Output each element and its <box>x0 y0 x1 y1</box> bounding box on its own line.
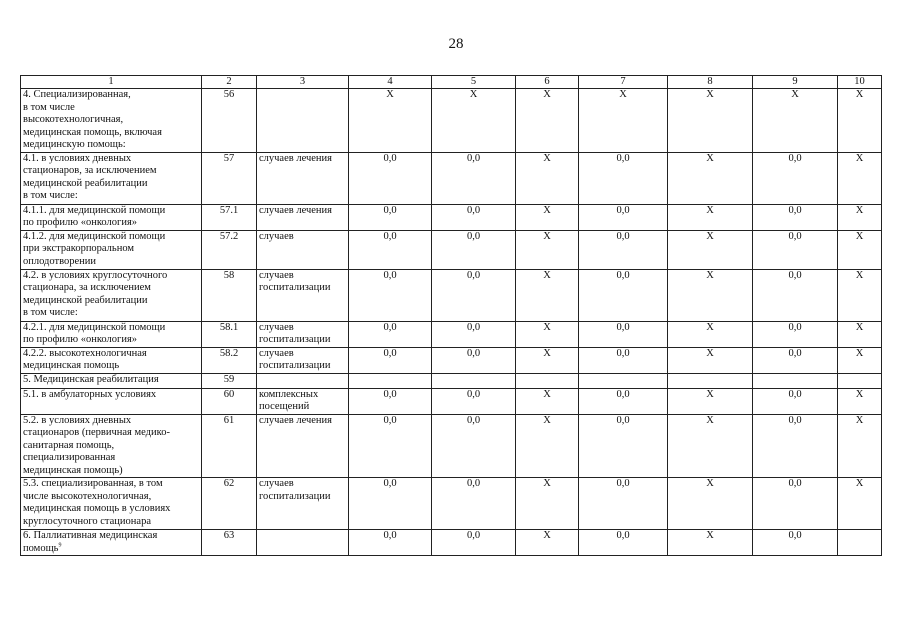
row-value: 0,0 <box>349 414 432 478</box>
table-row <box>21 373 882 388</box>
row-value: 0,0 <box>432 152 516 204</box>
row-name: 5.2. в условиях дневных стационаров (первичная медико- санитарная помощь, специализированная медицинская помощь) <box>21 414 202 478</box>
table-row <box>21 269 882 321</box>
row-code: 62 <box>202 478 257 530</box>
row-value: X <box>668 478 753 530</box>
row-value: X <box>838 478 882 530</box>
column-header: 3 <box>257 76 349 89</box>
column-header: 9 <box>753 76 838 89</box>
row-value: 0,0 <box>349 321 432 347</box>
row-value: X <box>668 89 753 153</box>
row-code: 60 <box>202 388 257 414</box>
row-unit: случаев госпитализации <box>257 478 349 530</box>
row-value: X <box>838 89 882 153</box>
row-name: 4.2.1. для медицинской помощи по профилю «онкология» <box>21 321 202 347</box>
row-value: 0,0 <box>579 321 668 347</box>
column-header: 1 <box>21 76 202 89</box>
row-value <box>838 373 882 388</box>
row-code: 63 <box>202 530 257 556</box>
row-value: 0,0 <box>753 152 838 204</box>
row-value: 0,0 <box>753 269 838 321</box>
page-number: 28 <box>448 36 464 52</box>
row-name: 4.1. в условиях дневных стационаров, за исключением медицинской реабилитации в том числе: <box>21 152 202 204</box>
row-value: X <box>668 414 753 478</box>
row-value: X <box>516 269 579 321</box>
row-name: 4.2. в условиях круглосуточного стационара, за исключением медицинской реабилитации в том числе: <box>21 269 202 321</box>
row-value: 0,0 <box>579 414 668 478</box>
table-row <box>21 230 882 269</box>
table-row <box>21 204 882 230</box>
row-value: 0,0 <box>432 230 516 269</box>
row-unit: случаев лечения <box>257 204 349 230</box>
row-value: 0,0 <box>753 414 838 478</box>
row-value: X <box>668 530 753 556</box>
row-value: 0,0 <box>349 347 432 373</box>
row-unit: случаев госпитализации <box>257 321 349 347</box>
row-value <box>579 373 668 388</box>
row-value: X <box>838 388 882 414</box>
row-code: 58 <box>202 269 257 321</box>
row-value: 0,0 <box>579 230 668 269</box>
row-name: 5. Медицинская реабилитация <box>21 373 202 388</box>
column-header: 10 <box>838 76 882 89</box>
row-value: 0,0 <box>349 269 432 321</box>
row-value: X <box>668 347 753 373</box>
row-value: X <box>838 269 882 321</box>
row-name: 5.1. в амбулаторных условиях <box>21 388 202 414</box>
row-value: X <box>516 89 579 153</box>
row-value: 0,0 <box>753 388 838 414</box>
row-value <box>668 373 753 388</box>
table-row <box>21 530 882 556</box>
row-value: X <box>432 89 516 153</box>
table-row <box>21 89 882 153</box>
row-value: X <box>516 347 579 373</box>
row-value: 0,0 <box>579 530 668 556</box>
row-value: 0,0 <box>579 347 668 373</box>
row-value: X <box>838 152 882 204</box>
column-header: 5 <box>432 76 516 89</box>
row-value: X <box>516 152 579 204</box>
row-value: X <box>579 89 668 153</box>
row-unit: комплексных посещений <box>257 388 349 414</box>
row-value: X <box>516 478 579 530</box>
row-value: 0,0 <box>432 388 516 414</box>
row-value: 0,0 <box>349 530 432 556</box>
row-value: 0,0 <box>579 388 668 414</box>
row-name: 4.1.2. для медицинской помощи при экстракорпоральном оплодотворении <box>21 230 202 269</box>
column-header: 6 <box>516 76 579 89</box>
row-value: X <box>516 530 579 556</box>
header-row <box>21 76 882 89</box>
row-code: 59 <box>202 373 257 388</box>
row-value <box>753 373 838 388</box>
table-body <box>21 76 882 556</box>
row-value: 0,0 <box>432 321 516 347</box>
row-value: 0,0 <box>432 478 516 530</box>
row-code: 58.1 <box>202 321 257 347</box>
table-row <box>21 478 882 530</box>
row-value: 0,0 <box>753 321 838 347</box>
row-value: 0,0 <box>753 530 838 556</box>
row-value: X <box>668 204 753 230</box>
column-header: 7 <box>579 76 668 89</box>
row-unit <box>257 89 349 153</box>
row-value <box>432 373 516 388</box>
row-value: X <box>668 321 753 347</box>
row-value: X <box>838 204 882 230</box>
table-row <box>21 347 882 373</box>
row-value: 0,0 <box>349 204 432 230</box>
table-row <box>21 152 882 204</box>
row-unit: случаев <box>257 230 349 269</box>
row-code: 57 <box>202 152 257 204</box>
row-unit: случаев лечения <box>257 152 349 204</box>
row-value: X <box>516 414 579 478</box>
row-value: 0,0 <box>579 478 668 530</box>
row-code: 56 <box>202 89 257 153</box>
column-header: 2 <box>202 76 257 89</box>
row-value: X <box>516 388 579 414</box>
row-value: X <box>516 230 579 269</box>
row-value: X <box>668 230 753 269</box>
row-value: 0,0 <box>349 152 432 204</box>
row-unit: случаев лечения <box>257 414 349 478</box>
table-row <box>21 321 882 347</box>
column-header: 8 <box>668 76 753 89</box>
row-value: 0,0 <box>432 204 516 230</box>
row-value: 0,0 <box>579 269 668 321</box>
row-value: 0,0 <box>753 230 838 269</box>
row-unit <box>257 373 349 388</box>
row-value: 0,0 <box>579 152 668 204</box>
row-code: 58.2 <box>202 347 257 373</box>
row-value: 0,0 <box>349 388 432 414</box>
row-value: X <box>838 347 882 373</box>
row-value: X <box>516 321 579 347</box>
row-value: 0,0 <box>579 204 668 230</box>
row-unit: случаев госпитализации <box>257 347 349 373</box>
row-value: 0,0 <box>753 347 838 373</box>
row-value: 0,0 <box>432 414 516 478</box>
row-value: 0,0 <box>432 530 516 556</box>
row-value: X <box>753 89 838 153</box>
row-value: 0,0 <box>432 347 516 373</box>
footnote-mark: 9 <box>58 542 62 548</box>
row-code: 61 <box>202 414 257 478</box>
row-value: X <box>838 321 882 347</box>
row-value <box>516 373 579 388</box>
table-row <box>21 414 882 478</box>
row-value: 0,0 <box>753 478 838 530</box>
row-value: 0,0 <box>349 478 432 530</box>
row-name: 6. Паллиативная медицинская помощь$^9$ <box>21 530 202 556</box>
row-value: X <box>516 204 579 230</box>
row-name: 5.3. специализированная, в том числе высокотехнологичная, медицинская помощь в условиях круглосуточного стационара <box>21 478 202 530</box>
row-value: X <box>668 152 753 204</box>
row-value: 0,0 <box>753 204 838 230</box>
row-name: 4. Специализированная, в том числе высокотехнологичная, медицинская помощь, включая медицинскую помощь: <box>21 89 202 153</box>
row-code: 57.2 <box>202 230 257 269</box>
row-value: 0,0 <box>432 269 516 321</box>
row-value: X <box>668 269 753 321</box>
column-header: 4 <box>349 76 432 89</box>
row-code: 57.1 <box>202 204 257 230</box>
row-value <box>838 530 882 556</box>
row-value <box>349 373 432 388</box>
data-table <box>20 75 882 556</box>
row-value: X <box>838 230 882 269</box>
row-value: X <box>668 388 753 414</box>
row-value: X <box>838 414 882 478</box>
table-row <box>21 388 882 414</box>
row-name: 4.1.1. для медицинской помощи по профилю «онкология» <box>21 204 202 230</box>
row-name: 4.2.2. высокотехнологичная медицинская помощь <box>21 347 202 373</box>
row-unit: случаев госпитализации <box>257 269 349 321</box>
row-value: 0,0 <box>349 230 432 269</box>
row-unit <box>257 530 349 556</box>
row-value: X <box>349 89 432 153</box>
